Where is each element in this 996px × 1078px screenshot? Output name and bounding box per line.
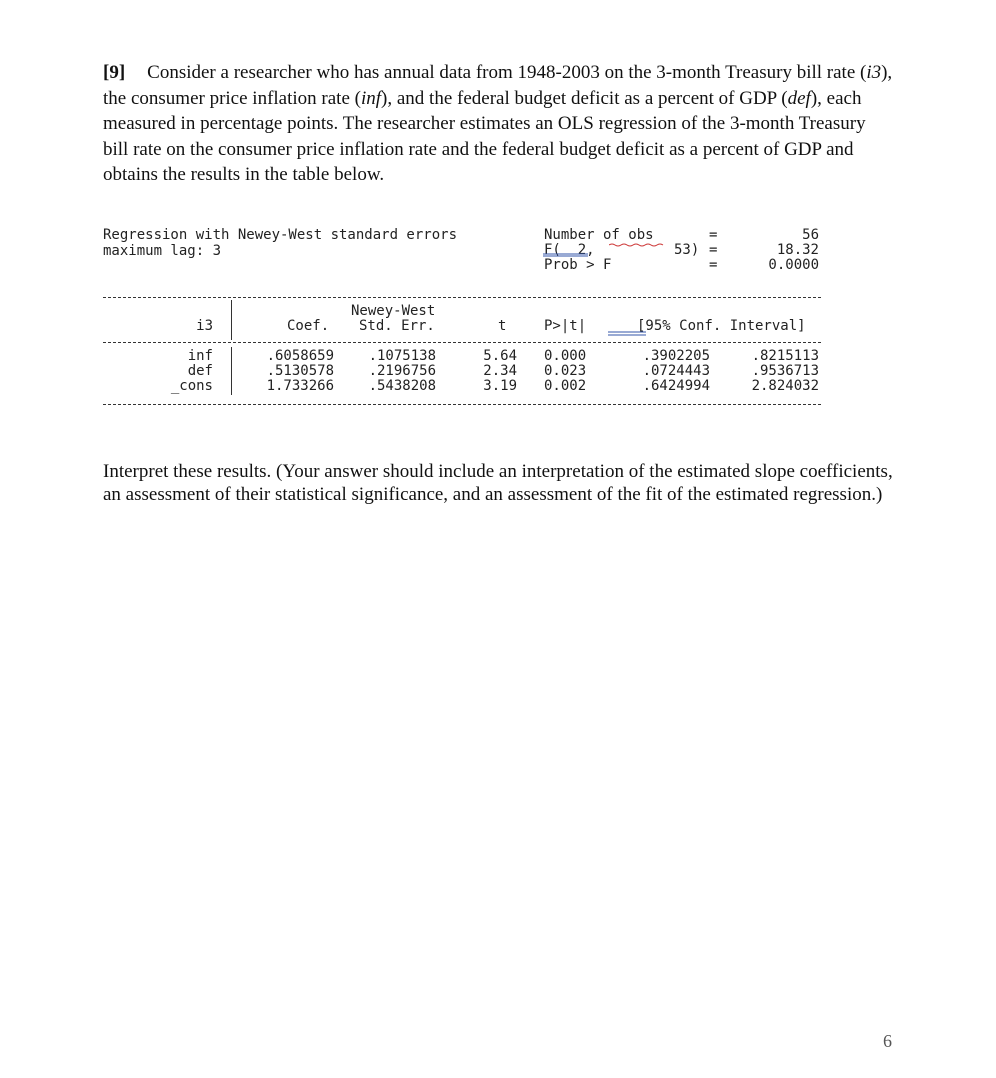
regression-title: Regression with Newey-West standard errors [103, 227, 458, 243]
cell-cons-lo: .6424994 [642, 378, 710, 394]
f-df2: 53) [674, 242, 700, 258]
question-text [103, 60, 893, 188]
cell-cons-coef: 1.733266 [266, 378, 334, 394]
column-divider-body [231, 347, 232, 395]
cell-inf-lo: .3902205 [642, 348, 710, 364]
cell-cons-p: 0.002 [544, 378, 587, 394]
stat-value-nobs: 56 [802, 227, 819, 243]
cell-inf-p: 0.000 [544, 348, 587, 364]
cell-def-coef: .5130578 [266, 363, 334, 379]
stat-label-nobs: Number of obs [544, 227, 654, 243]
question-part-1: Consider a researcher who has annual data from 1948-2003 on the 3-month Treasury bill rate ( [147, 62, 867, 83]
eq-1: = [709, 227, 718, 243]
cell-cons-se: .5438208 [368, 378, 436, 394]
rule-mid [103, 342, 821, 343]
question-number: [9] [103, 62, 126, 83]
var-def: def [787, 87, 811, 109]
header-stderr: Std. Err. [359, 318, 435, 334]
header-depvar: i3 [196, 318, 213, 334]
cell-def-p: 0.023 [544, 363, 587, 379]
stat-value-f: 18.32 [776, 242, 819, 258]
rule-top [103, 297, 821, 298]
cell-def-se: .2196756 [368, 363, 436, 379]
cell-def-hi: .9536713 [751, 363, 819, 379]
header-t: t [498, 318, 507, 334]
interpret-prompt: Interpret these results. (Your answer should include an interpretation of the estimated slope coefficients, an assessment of their statistical significance, and an assessment of the fit of the estimated regression.) [103, 461, 893, 505]
cell-def-var: def [187, 363, 213, 379]
rule-bottom [103, 404, 821, 405]
eq-2: = [709, 242, 718, 258]
cell-def-lo: .0724443 [642, 363, 710, 379]
stat-label-prob: Prob > F [544, 257, 612, 273]
var-inf: inf [360, 87, 382, 109]
cell-cons-t: 3.19 [483, 378, 517, 394]
eq-3: = [709, 257, 718, 273]
cell-inf-se: .1075138 [368, 348, 436, 364]
spellcheck-squiggle [609, 243, 666, 247]
question-part-4: ), each measured in percentage points. The researcher estimates an OLS regression of the 3-month Treasury bill rate on the consumer price inflation rate and the federal budget deficit as a percent of GDP and obtains the results in the table below. [103, 87, 866, 185]
header-newey-west: Newey-West [351, 303, 436, 319]
var-i3: i3 [866, 62, 882, 83]
question-part-2: ), the consumer price inflation rate ( [103, 62, 893, 109]
cell-inf-hi: .8215113 [751, 348, 819, 364]
header-ci: [95% Conf. Interval] [637, 318, 806, 334]
ci-underline [608, 330, 646, 336]
grammar-underline [543, 253, 588, 257]
cell-inf-t: 5.64 [483, 348, 517, 364]
max-lag: maximum lag: 3 [103, 243, 222, 259]
cell-def-t: 2.34 [483, 363, 517, 379]
header-coef: Coef. [287, 318, 330, 334]
stat-label-f: F( 2, [544, 242, 595, 258]
cell-cons-hi: 2.824032 [751, 378, 819, 394]
header-p: P>|t| [544, 318, 587, 334]
page-number: 6 [883, 1031, 892, 1051]
column-divider-header [231, 300, 232, 340]
question-part-3: ), and the federal budget deficit as a percent of GDP ( [381, 87, 788, 109]
cell-inf-var: inf [187, 348, 213, 364]
cell-cons-var: _cons [170, 378, 213, 394]
cell-inf-coef: .6058659 [266, 348, 334, 364]
stat-value-prob: 0.0000 [768, 257, 819, 273]
